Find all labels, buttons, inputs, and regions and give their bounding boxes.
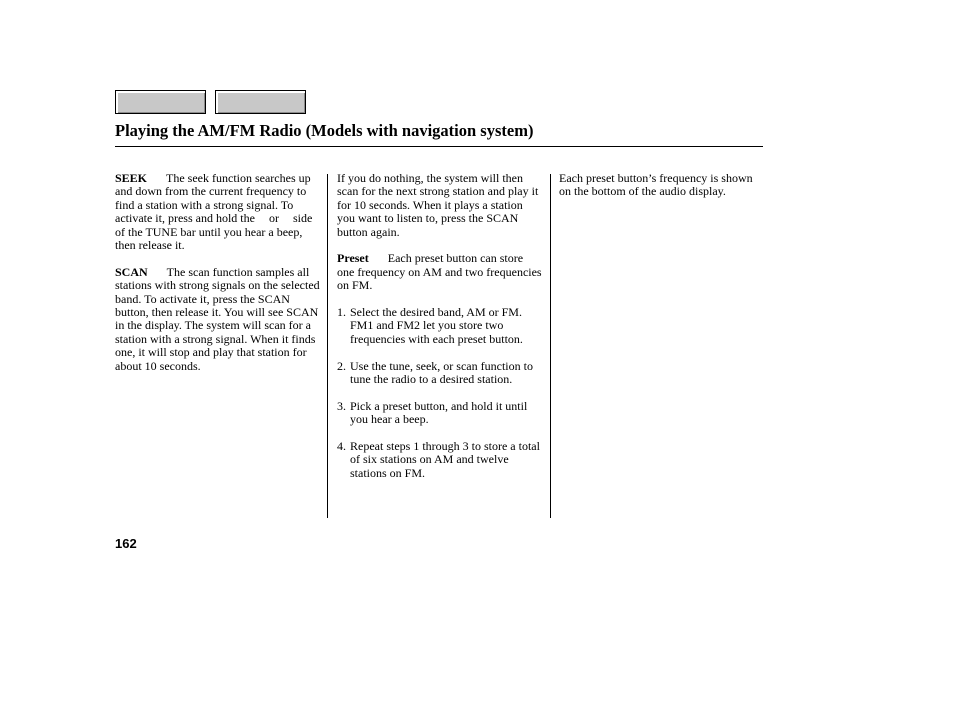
seek-text-3: side of the TUNE bar until you hear a beep, then release it. (115, 211, 313, 253)
column-2 (337, 172, 542, 494)
step-number: 4. (337, 439, 346, 454)
preset-display-note: Each preset button’s frequency is shown on the bottom of the audio display. (559, 171, 753, 199)
title-divider (115, 146, 763, 147)
page-title: Playing the AM/FM Radio (Models with navigation system) (115, 121, 534, 140)
preset-term: Preset (337, 251, 369, 266)
page-number: 162 (115, 536, 137, 551)
seek-paragraph (115, 172, 320, 252)
nav-tab-2[interactable] (215, 90, 306, 114)
scan-text: The scan function samples all stations with strong signals on the selected band. To activate it, press the SCAN button, then release it. You will see SCAN in the display. The system will scan for a station with a strong signal. When it finds one, it will stop and play that station for about 10 seconds. (115, 264, 320, 373)
scan-paragraph (115, 266, 320, 373)
step-text: Use the tune, seek, or scan function to tune the radio to a desired station. (350, 358, 533, 387)
list-item (337, 400, 542, 427)
column-3 (559, 172, 759, 212)
seek-text-1: The seek function searches up and down from the current frequency to find a station with a strong signal. To activate it, press and hold the (115, 171, 311, 226)
preset-text: Each preset button can store one frequency on AM and two frequencies on FM. (337, 251, 542, 293)
step-number: 1. (337, 305, 346, 320)
column-divider-1 (327, 174, 328, 518)
step-text: Repeat steps 1 through 3 to store a total of six stations on AM and twelve stations on FM. (350, 439, 540, 480)
preset-paragraph (337, 252, 542, 292)
column-divider-2 (550, 174, 551, 518)
nav-tab-1[interactable] (115, 90, 206, 114)
column-1 (115, 172, 320, 386)
seek-term: SEEK (115, 171, 148, 185)
step-text: Select the desired band, AM or FM. FM1 and FM2 let you store two frequencies with each preset button. (350, 305, 523, 346)
step-number: 2. (337, 358, 346, 373)
preset-steps (337, 306, 542, 480)
list-item (337, 360, 542, 387)
step-text: Pick a preset button, and hold it until you hear a beep. (350, 398, 528, 427)
list-item (337, 306, 542, 346)
scan-term: SCAN (115, 264, 148, 279)
step-number: 3. (337, 398, 346, 413)
seek-text-2: or (268, 211, 279, 226)
scan-continued-paragraph: If you do nothing, the system will then scan for the next strong station and play it for 10 seconds. When it plays a station you want to listen to, press the SCAN button again. (337, 171, 539, 239)
list-item (337, 440, 542, 480)
